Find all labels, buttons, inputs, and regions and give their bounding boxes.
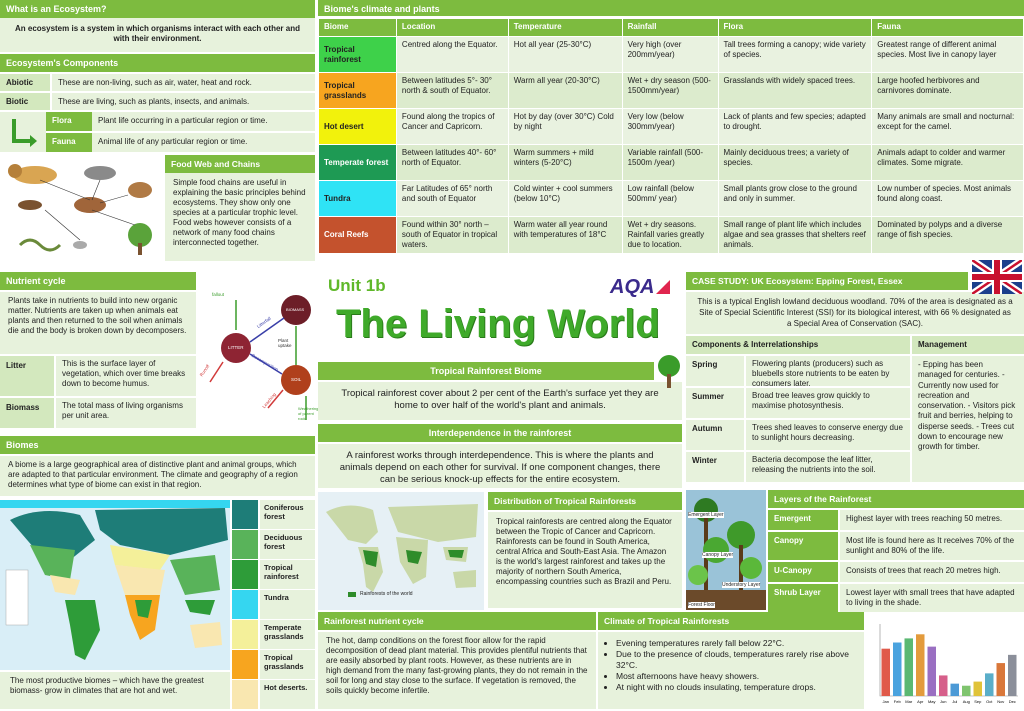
table-cell-flora: Lack of plants and few species; adapted to drought. [718,109,872,145]
chart-tick-label: Oct [986,699,993,704]
climate-table [318,18,1024,254]
table-header: Location [396,19,508,37]
ctr-bullet: • Due to the presence of clouds, temperatures rarely rise above 32°C. [616,649,860,671]
table-cell-loc: Between latitudes 40°- 60° north of Equator. [396,145,508,181]
layer-img-floor: Forest Floor [688,602,715,608]
table-cell-temp: Warm all year (20-30°C) [508,73,622,109]
rainforest-map [318,492,484,610]
diagram-litter: LITTER [228,345,244,350]
fauna-text: Animal life of any particular region or time. [92,133,315,152]
layer-row [768,532,1024,560]
chart-bar [916,634,925,696]
legend-label: Tundra [260,590,315,619]
table-cell-rain: Very high (over 200mm/year) [622,37,718,73]
legend-row [232,650,315,679]
ctr-bullet: • Evening temperatures rarely fall below 22°C. [616,638,860,649]
flora-label: Flora [46,112,92,131]
table-cell-flora: Grasslands with widely spaced trees. [718,73,872,109]
legend-swatch [232,530,258,559]
legend-label: Coniferous forest [260,500,315,529]
aqa-logo-icon [654,278,672,296]
season-label: Spring [686,356,744,386]
biome-world-map [0,500,230,670]
food-web-text: Simple food chains are useful in explaining the basic principles behind ecosystems. They show only one species at a particular trophic level. Food webs however consists of a network of many food chains interconnected together. [173,178,306,247]
table-row [319,145,1024,181]
inter-panel [318,424,682,490]
biome-name: Tropical rainforest [319,37,397,73]
tree-icon [654,354,684,388]
layer-text: Lowest layer with small trees that have adapted to living in the shade. [840,584,1024,612]
biome-name: Coral Reefs [319,217,397,254]
layers-panel [768,490,1024,610]
table-row [319,73,1024,109]
table-cell-rain: Very low (below 300mm/year) [622,109,718,145]
climate-panel [318,0,1024,268]
case-intro: This is a typical English lowland deciduous woodland. 70% of the area is designated as a Site of Special Scientific Interest (SSI) for its biological interest, with 66 % designated as a Special Area of Conservation (SAC). [686,292,1024,334]
table-cell-rain: Wet + dry season (500-1500mm/year) [622,73,718,109]
table-cell-fauna: Large hoofed herbivores and carnivores dominate. [872,73,1024,109]
layer-img-understory: Understory Layer [722,582,761,588]
chart-tick-label: Jul [952,699,958,704]
table-cell-fauna: Animals adapt to colder and warmer climates. Some migrate. [872,145,1024,181]
flora-text: Plant life occurring in a particular region or time. [92,112,315,131]
climate-title: Biome's climate and plants [318,0,1024,18]
table-cell-flora: Small range of plant life which includes algae and sea grasses that shelters reef animals. [718,217,872,254]
table-cell-temp: Warm summers + mild winters (5-20°C) [508,145,622,181]
table-row [319,217,1024,254]
table-cell-flora: Mainly deciduous trees; a variety of species. [718,145,872,181]
diagram-plant-uptake: Plant uptake [278,338,292,348]
chart-tick-label: Aug [962,699,970,704]
biomass-label: Biomass [0,398,54,428]
chart-bar [928,647,937,696]
season-text: Bacteria decompose the leaf litter, releasing the nutrients into the soil. [746,452,910,482]
table-header: Biome [319,19,397,37]
legend-row [232,680,315,709]
layer-label: Emergent [768,510,838,530]
table-header: Fauna [872,19,1024,37]
ecosystem-panel [0,0,315,268]
layer-row [768,562,1024,582]
biomass-text: The total mass of living organisms per unit area. [56,398,196,428]
climate-graph [866,612,1024,709]
legend-swatch [232,620,258,649]
table-cell-fauna: Many animals are small and nocturnal: except for the camel. [872,109,1024,145]
legend-swatch [232,500,258,529]
diagram-decomposition: Decomposition [250,352,280,373]
legend-label: Tropical grasslands [260,650,315,679]
ctr-panel [598,612,864,709]
management-text: - Epping has been managed for centuries. - Currently now used for recreation and conservation. - Visitors pick fruit and berries, helping to disperse seeds. - Trees cut down to encourage new growth for timber. [912,356,1024,482]
trf-text: Tropical rainforest cover about 2 per cent of the Earth's surface yet they are home to over half of the world's plant and animals. [318,382,682,420]
season-row [686,356,910,386]
chart-bar [905,638,914,696]
season-label: Winter [686,452,744,482]
chart-bar [882,649,891,696]
chart-bar [962,686,971,696]
legend-swatch [232,680,258,709]
legend-label: Tropical rainforest [260,560,315,589]
food-web-title: Food Web and Chains [165,155,315,173]
legend-label: Hot deserts. [260,680,315,709]
table-row [319,181,1024,217]
case-title: CASE STUDY: UK Ecosystem: Epping Forest, Essex [686,272,968,290]
legend-row [232,560,315,589]
abiotic-text: These are non-living, such as air, water, heat and rock. [52,74,315,91]
layer-label: Canopy [768,532,838,560]
chart-tick-label: Jan [882,699,889,704]
arrow-icon [0,112,46,152]
chart-bar [893,643,902,696]
biome-name: Temperate forest [319,145,397,181]
table-cell-fauna: Dominated by polyps and a diverse range of fish species. [872,217,1024,254]
food-web-box [165,155,315,261]
unit-label: Unit 1b [328,276,386,295]
diagram-runoff: Runoff [198,363,211,378]
components-title: Ecosystem's Components [0,54,315,72]
nutrient-title: Nutrient cycle [0,272,196,290]
chart-tick-label: Apr [917,699,924,704]
components-header: Components & Interrelationships [686,336,910,354]
nutrient-text: Plants take in nutrients to build into new organic matter. Nutrients are taken up when animals eat plants and then returned to the soil when animals die and the body is broken down by decomposers. [0,292,196,354]
ctr-bullet: • At night with no clouds insulating, temperature drops. [616,682,860,693]
biomes-title: Biomes [0,436,315,454]
table-cell-flora: Small plants grow close to the ground and only in summer. [718,181,872,217]
dist-title: Distribution of Tropical Rainforests [488,492,682,510]
legend-swatch [232,650,258,679]
chart-bar [997,663,1006,696]
season-row [686,388,910,418]
biotic-label: Biotic [0,93,50,110]
layer-text: Highest layer with trees reaching 50 metres. [840,510,1024,530]
table-row [319,109,1024,145]
table-header: Flora [718,19,872,37]
biome-name: Hot desert [319,109,397,145]
table-cell-rain: Variable rainfall (500-1500m /year) [622,145,718,181]
season-label: Autumn [686,420,744,450]
uk-flag-icon [972,260,1022,294]
chart-tick-label: Mar [905,699,913,704]
layer-row [768,584,1024,612]
chart-bar [974,682,983,696]
climate-chart [866,612,1024,709]
table-cell-temp: Hot all year (25-30°C) [508,37,622,73]
chart-tick-label: Sep [974,699,982,704]
chart-tick-label: Feb [893,699,901,704]
table-cell-loc: Far Latitudes of 65° north and south of Equator [396,181,508,217]
legend-swatch [232,560,258,589]
layer-label: Shrub Layer [768,584,838,612]
legend-row [232,500,315,529]
biotic-text: These are living, such as plants, insects, and animals. [52,93,315,110]
rnc-panel [318,612,596,709]
ctr-title: Climate of Tropical Rainforests [598,612,864,630]
table-header: Temperature [508,19,622,37]
table-cell-temp: Cold winter + cool summers (below 10°C) [508,181,622,217]
legend-row [232,530,315,559]
chart-bar [951,684,960,696]
legend-row [232,620,315,649]
legend-row [232,590,315,619]
rnc-title: Rainforest nutrient cycle [318,612,596,630]
dist-text: Tropical rainforests are centred along the Equator between the Tropic of Cancer and Capricorn. Rainforests can be found in South America, central Africa and South-East Asia. The Amazon is the world's largest rainforest and takes up the majority of northern South America, encompassing countries such as Brazil and Peru. [488,512,682,608]
biome-name: Tropical grasslands [319,73,397,109]
chart-bar [1008,655,1017,696]
ecosystem-definition: An ecosystem is a system in which organisms interact with each other and with their environment. [0,18,315,52]
chart-tick-label: Dec [1008,699,1016,704]
table-header: Rainfall [622,19,718,37]
inter-text: A rainforest works through interdependence. This is where the plants and animals depend on each other for survival. If one component changes, there can be serious knock-up effects for the entire ecosystem. [318,444,682,488]
diagram-leaching: Leaching [261,391,277,410]
season-row [686,420,910,450]
trf-title: Tropical Rainforest Biome [318,362,654,380]
aqa-logo: AQA [610,276,655,298]
table-cell-loc: Found within 30° north – south of Equator in tropical waters. [396,217,508,254]
season-text: Broad tree leaves grow quickly to maximise photosynthesis. [746,388,910,418]
table-cell-flora: Tall trees forming a canopy; wide variety of species. [718,37,872,73]
chart-tick-label: May [927,699,936,704]
layer-img-emergent: Emergent Layer [688,512,724,518]
litter-text: This is the surface layer of vegetation, which over time breaks down to become humus. [56,356,196,396]
chart-bar [985,673,994,696]
table-cell-rain: Low rainfall (below 500mm/ year) [622,181,718,217]
table-cell-loc: Found along the tropics of Cancer and Capricorn. [396,109,508,145]
legend-label: Temperate grasslands [260,620,315,649]
abiotic-label: Abiotic [0,74,50,91]
dist-panel [488,492,682,610]
diagram-rock: Weathering of parent rock [298,406,319,421]
diagram-litterfall: Litterfall [255,315,272,330]
legend-label: Deciduous forest [260,530,315,559]
biome-legend [232,500,315,708]
layer-text: Most life is found here as It receives 70% of the sunlight and 80% of the life. [840,532,1024,560]
season-text: Trees shed leaves to conserve energy due to sunlight hours decreasing. [746,420,910,450]
season-label: Summer [686,388,744,418]
table-cell-temp: Warm water all year round with temperatures of 18°C [508,217,622,254]
biomes-note: The most productive biomes – which have the greatest biomass- grow in climates that are hot and wet. [0,672,230,709]
table-cell-loc: Between latitudes 5°- 30° north & south of Equator. [396,73,508,109]
page-title: The Living World [336,302,660,346]
management-header: Management [912,336,1024,354]
table-row [319,37,1024,73]
biomes-text: A biome is a large geographical area of distinctive plant and animal groups, which are adapted to that particular environment. The climate and geography of a region determines what type of biome can exist in that region. [0,456,315,496]
trf-panel [318,362,682,422]
layer-text: Consists of trees that reach 20 metres high. [840,562,1024,582]
food-web-illustration [0,155,162,261]
diagram-fall: fallout [212,292,225,297]
table-cell-temp: Hot by day (over 30°C) Cold by night [508,109,622,145]
unit-header [318,272,682,362]
chart-bar [939,675,948,696]
layer-row [768,510,1024,530]
litter-label: Litter [0,356,54,396]
season-text: Flowering plants (producers) such as bluebells store nutrients to be eaten by consumers later. [746,356,910,386]
layers-illustration [686,490,766,610]
biomes-panel [0,436,315,709]
biome-name: Tundra [319,181,397,217]
table-cell-rain: Wet + dry seasons. Rainfall varies greatly due to location. [622,217,718,254]
fauna-label: Fauna [46,133,92,152]
table-cell-loc: Centred along the Equator. [396,37,508,73]
ctr-list [598,632,864,709]
diagram-biomass: BIOMASS [286,307,305,312]
table-cell-fauna: Low number of species. Most animals found along coast. [872,181,1024,217]
rnc-text: The hot, damp conditions on the forest floor allow for the rapid decomposition of dead plant material. This provides plentiful nutrients that are easily absorbed by plant roots. However, as these nutrients are in high demand from the many fast-growing plants, they do not remain in the soil for long and stay close to the surface. If vegetation is removed, the soils quickly become infertile. [318,632,596,709]
table-cell-fauna: Greatest range of different animal species. Most live in canopy layer [872,37,1024,73]
layer-img-canopy: Canopy Layer [702,552,734,558]
diagram-soil: SOIL [291,377,302,382]
layer-label: U-Canopy [768,562,838,582]
season-row [686,452,910,482]
chart-tick-label: Jun [940,699,947,704]
ctr-bullet: • Most afternoons have heavy showers. [616,671,860,682]
nutrient-panel [0,272,319,432]
legend-swatch [232,590,258,619]
chart-tick-label: Nov [997,699,1005,704]
case-panel [686,272,1024,487]
ecosystem-title: What is an Ecosystem? [0,0,315,18]
map-legend: Rainforests of the world [360,591,413,597]
nutrient-diagram [198,290,319,430]
inter-title: Interdependence in the rainforest [318,424,682,442]
layers-title: Layers of the Rainforest [768,490,1024,508]
